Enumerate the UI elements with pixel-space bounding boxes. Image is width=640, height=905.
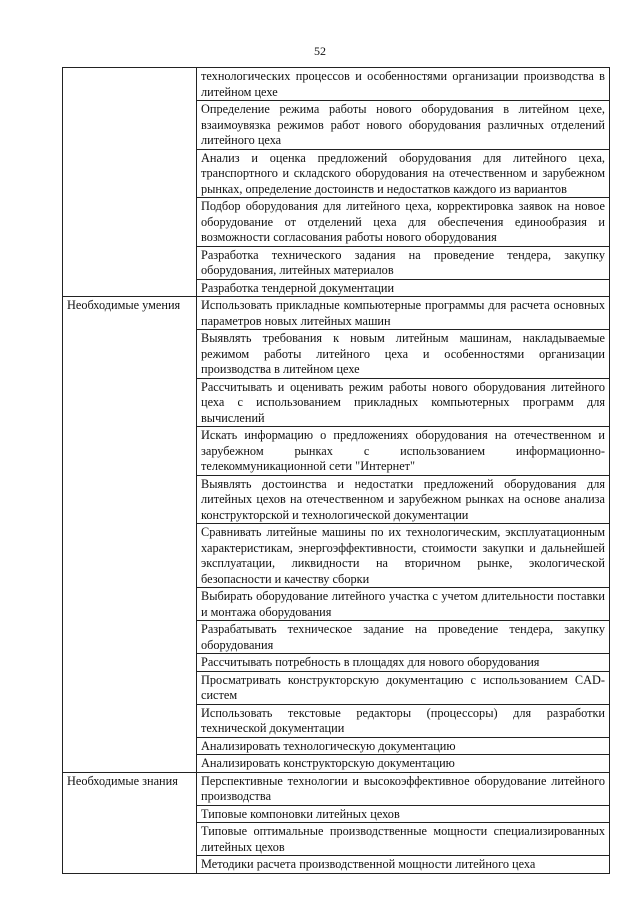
row-text: Сравнивать литейные машины по их технологическим, эксплуатационным характеристикам, энергоэффективности, стоимости закупки и дальнейшей эксплуатации, ликвидности на вторичном рынке, экологической безопасности и качеству сборки — [197, 524, 610, 588]
row-text: Методики расчета производственной мощности литейного цеха — [197, 856, 610, 874]
row-text: Выявлять достоинства и недостатки предложений оборудования для литейных цехов на отечественном и зарубежном рынках на основе анализа конструкторской и технологической документации — [197, 475, 610, 524]
row-text: Анализировать конструкторскую документацию — [197, 755, 610, 773]
table-row-7 — [63, 297, 610, 330]
row-text: Определение режима работы нового оборудования в литейном цехе, взаимоувязка режимов работ нового оборудования различных отделений литейного цеха — [197, 101, 610, 150]
row-text: технологических процессов и особенностями организации производства в литейном цехе — [197, 68, 610, 101]
row-text: Подбор оборудования для литейного цеха, корректировка заявок на новое оборудование от отделений цеха для обеспечения единообразия и возможности согласования работы нового оборудования — [197, 198, 610, 247]
page-number: 52 — [314, 44, 326, 58]
table-row-20 — [63, 772, 610, 805]
competency-table — [62, 67, 610, 874]
row-text: Разработка технического задания на проведение тендера, закупку оборудования, литейных материалов — [197, 246, 610, 279]
row-text: Анализ и оценка предложений оборудования для литейного цеха, транспортного и складского оборудования на отечественном и зарубежном рынках, определение достоинств и недостатков каждого из вариантов — [197, 149, 610, 198]
row-label — [63, 68, 197, 297]
row-text: Просматривать конструкторскую документацию с использованием CAD-систем — [197, 671, 610, 704]
row-text: Перспективные технологии и высокоэффективное оборудование литейного производства — [197, 772, 610, 805]
row-text: Использовать текстовые редакторы (процессоры) для разработки технической документации — [197, 704, 610, 737]
section-label-skills: Необходимые умения — [63, 297, 197, 773]
row-text: Искать информацию о предложениях оборудования на отечественном и зарубежном рынках с использованием информационно-телекоммуникационной сети "Интернет" — [197, 427, 610, 476]
row-text: Разработка тендерной документации — [197, 279, 610, 297]
row-text: Рассчитывать и оценивать режим работы нового оборудования литейного цеха с использованием прикладных компьютерных программ для вычислений — [197, 378, 610, 427]
section-label-knowledge: Необходимые знания — [63, 772, 197, 873]
row-text: Использовать прикладные компьютерные программы для расчета основных параметров новых литейных машин — [197, 297, 610, 330]
row-text: Рассчитывать потребность в площадях для нового оборудования — [197, 654, 610, 672]
row-text: Выявлять требования к новым литейным машинам, накладываемые режимом работы литейного цеха и особенностями организации производства в литейном цехе — [197, 330, 610, 379]
table-row-1 — [63, 68, 610, 101]
row-text: Типовые оптимальные производственные мощности специализированных литейных цехов — [197, 823, 610, 856]
row-text: Анализировать технологическую документацию — [197, 737, 610, 755]
row-text: Разрабатывать техническое задание на проведение тендера, закупку оборудования — [197, 621, 610, 654]
row-text: Выбирать оборудование литейного участка с учетом длительности поставки и монтажа оборудования — [197, 588, 610, 621]
row-text: Типовые компоновки литейных цехов — [197, 805, 610, 823]
